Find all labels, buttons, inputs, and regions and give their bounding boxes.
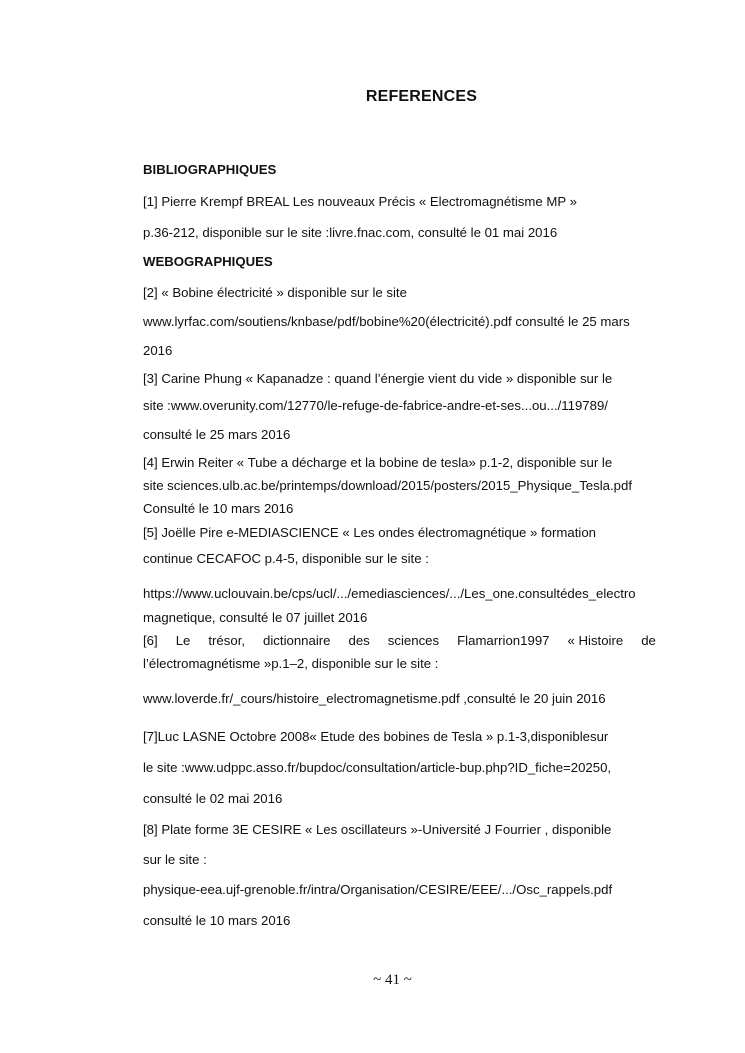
- ref-2-line-3: 2016: [143, 343, 173, 358]
- ref-3-line-1: [3] Carine Phung « Kapanadze : quand l’énergie vient du vide » disponible sur le: [143, 371, 613, 386]
- ref-6-word: Flamarrion1997: [457, 633, 550, 648]
- ref-6-word: [6]: [143, 633, 158, 648]
- page-number: ~ 41 ~: [373, 972, 412, 988]
- ref-6-word: Le: [175, 633, 191, 648]
- ref-5-line-4: magnetique, consulté le 07 juillet 2016: [143, 610, 368, 625]
- ref-6-word: trésor,: [208, 633, 246, 648]
- ref-7-line-3: consulté le 02 mai 2016: [143, 791, 283, 806]
- ref-6-word: sciences: [387, 633, 440, 648]
- ref-6-line-2: l’électromagnétisme »p.1–2, disponible sur le site :: [143, 656, 439, 671]
- ref-8-line-4: consulté le 10 mars 2016: [143, 913, 291, 928]
- ref-5-line-2: continue CECAFOC p.4-5, disponible sur le site :: [143, 551, 429, 566]
- ref-1-line-2: p.36-212, disponible sur le site :livre.fnac.com, consulté le 01 mai 2016: [143, 225, 558, 240]
- ref-4-line-1: [4] Erwin Reiter « Tube a décharge et la bobine de tesla» p.1-2, disponible sur le: [143, 455, 613, 470]
- bibliographiques-heading: BIBLIOGRAPHIQUES: [143, 162, 277, 177]
- ref-8-line-2: sur le site :: [143, 852, 207, 867]
- ref-8-line-3: physique-eea.ujf-grenoble.fr/intra/Organisation/CESIRE/EEE/.../Osc_rappels.pdf: [143, 882, 613, 897]
- ref-6-word: « Histoire: [567, 633, 624, 648]
- ref-6-word: dictionnaire: [263, 633, 331, 648]
- ref-6-line-3: www.loverde.fr/_cours/histoire_electromagnetisme.pdf ,consulté le 20 juin 2016: [143, 691, 606, 706]
- ref-6-word: des: [348, 633, 370, 648]
- ref-7-line-2: le site :www.udppc.asso.fr/bupdoc/consultation/article-bup.php?ID_fiche=20250,: [143, 760, 612, 775]
- ref-4-line-2: site sciences.ulb.ac.be/printemps/download/2015/posters/2015_Physique_Tesla.pdf: [143, 478, 632, 493]
- ref-2-line-1: [2] « Bobine électricité » disponible sur le site: [143, 285, 407, 300]
- ref-4-line-3: Consulté le 10 mars 2016: [143, 501, 294, 516]
- ref-3-line-2: site :www.overunity.com/12770/le-refuge-de-fabrice-andre-et-ses...ou.../119789/: [143, 398, 608, 413]
- ref-5-line-1: [5] Joëlle Pire e-MEDIASCIENCE « Les ondes électromagnétique » formation: [143, 525, 596, 540]
- ref-2-line-2: www.lyrfac.com/soutiens/knbase/pdf/bobine%20(électricité).pdf consulté le 25 mars: [143, 314, 630, 329]
- webographiques-heading: WEBOGRAPHIQUES: [143, 254, 273, 269]
- ref-8-line-1: [8] Plate forme 3E CESIRE « Les oscillateurs »-Université J Fourrier , disponible: [143, 822, 612, 837]
- ref-7-line-1: [7]Luc LASNE Octobre 2008« Etude des bobines de Tesla » p.1-3,disponiblesur: [143, 729, 609, 744]
- ref-3-line-3: consulté le 25 mars 2016: [143, 427, 291, 442]
- ref-1-line-1: [1] Pierre Krempf BREAL Les nouveaux Précis « Electromagnétisme MP »: [143, 194, 577, 209]
- ref-6-word: de: [641, 633, 656, 648]
- page-title: REFERENCES: [365, 88, 478, 105]
- ref-5-line-3: https://www.uclouvain.be/cps/ucl/.../emediasciences/.../Les_one.consultédes_electro: [143, 586, 636, 601]
- ref-6-line-1: [143, 632, 656, 650]
